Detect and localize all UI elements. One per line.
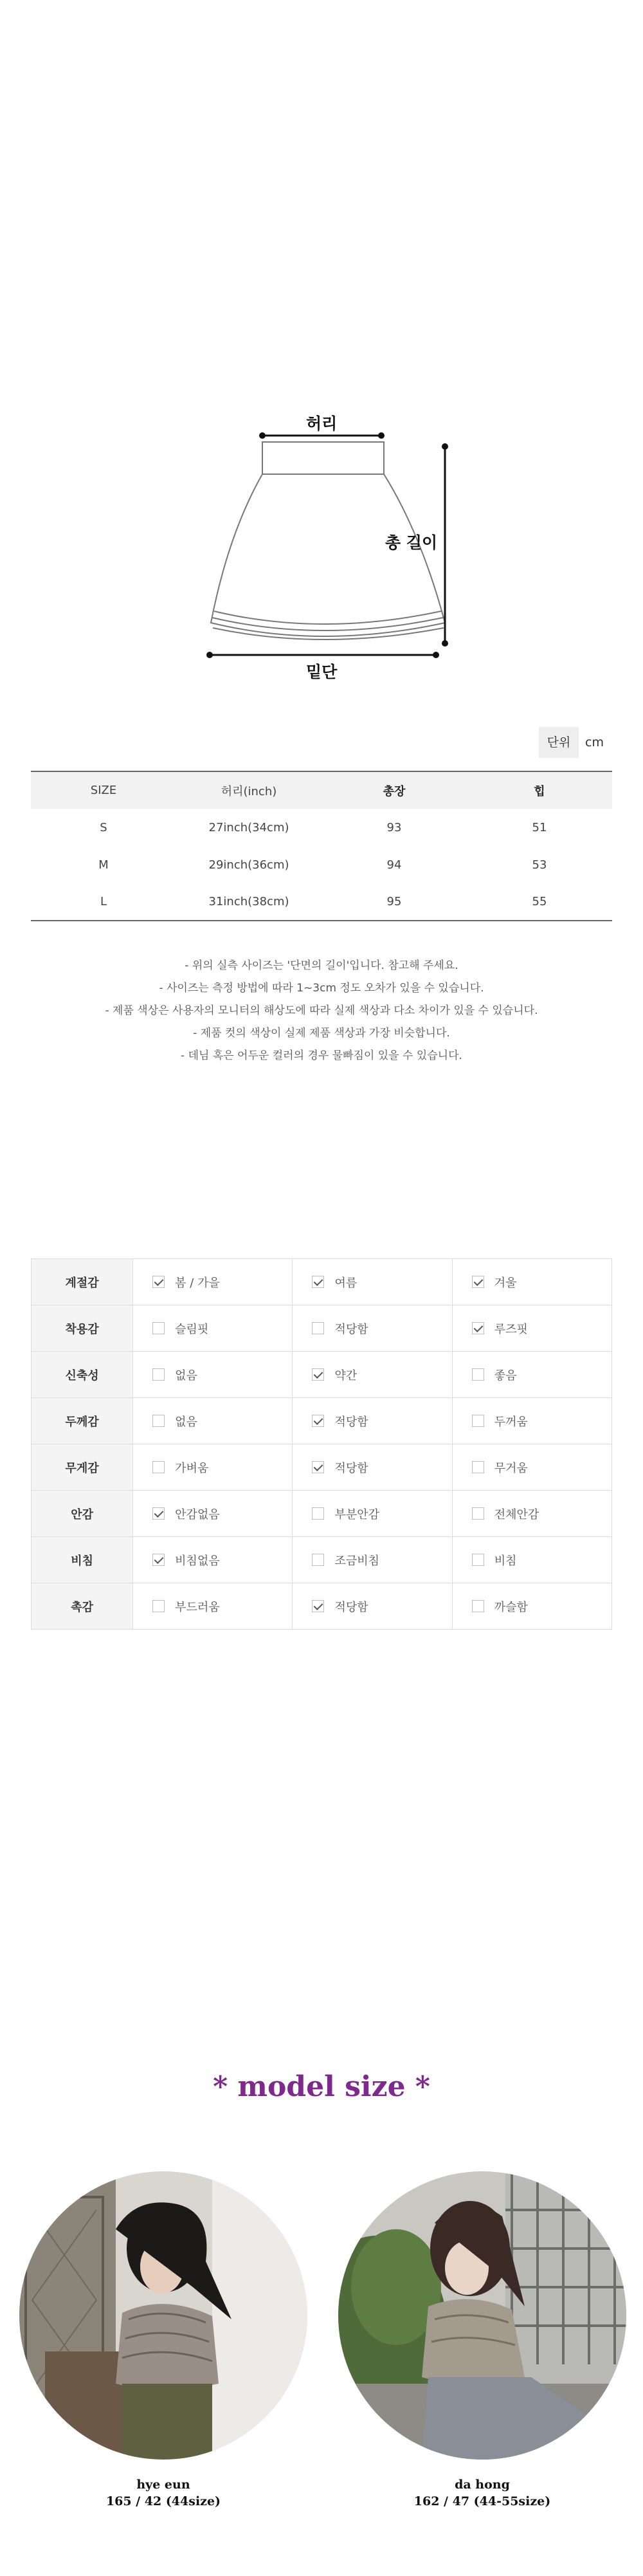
attribute-name: 비침 <box>32 1537 133 1583</box>
header-total-length: 총장 <box>322 771 467 809</box>
option-label: 부드러움 <box>175 1600 220 1614</box>
unit-label: 단위 <box>539 727 579 758</box>
table-row <box>31 809 612 846</box>
checkbox-icon <box>472 1276 484 1288</box>
attribute-option <box>293 1537 452 1583</box>
attribute-option <box>293 1259 452 1305</box>
checkbox-icon <box>152 1600 165 1612</box>
checkbox-icon <box>312 1600 324 1612</box>
cell-total-length: 95 <box>322 883 467 921</box>
option-label: 무거움 <box>494 1461 528 1475</box>
model-photo-da-hong <box>338 2171 626 2460</box>
attribute-name: 촉감 <box>32 1583 133 1630</box>
checkbox-icon <box>152 1322 165 1334</box>
option-label: 비침없음 <box>175 1554 220 1568</box>
cell-size: L <box>31 883 176 921</box>
length-label: 총 길이 <box>385 533 438 552</box>
option-label: 비침 <box>494 1554 517 1568</box>
attribute-option <box>133 1352 293 1398</box>
checkbox-icon <box>472 1507 484 1520</box>
option-label: 적당함 <box>334 1415 368 1429</box>
note-line: - 사이즈는 측정 방법에 따라 1~3cm 정도 오차가 있을 수 있습니다. <box>159 982 484 995</box>
option-label: 좋음 <box>494 1368 517 1383</box>
attribute-name: 무게감 <box>32 1444 133 1491</box>
checkbox-icon <box>152 1461 165 1473</box>
checkbox-icon <box>472 1322 484 1334</box>
note-line: - 제품 컷의 색상이 실제 제품 색상과 가장 비슷합니다. <box>193 1027 450 1040</box>
note-line: - 제품 색상은 사용자의 모니터의 해상도에 따라 실제 색상과 다소 차이가 있을 수 있습니다. <box>105 1004 538 1017</box>
checkbox-icon <box>312 1415 324 1427</box>
attribute-option <box>293 1444 452 1491</box>
option-label: 없음 <box>175 1415 197 1429</box>
attribute-option <box>133 1398 293 1444</box>
cell-total-length: 94 <box>386 858 402 872</box>
attribute-option <box>133 1537 293 1583</box>
cell-hip: 53 <box>532 858 547 872</box>
cell-size: M <box>98 858 109 872</box>
model-photo-hye-eun <box>19 2171 307 2460</box>
attribute-option <box>452 1305 611 1352</box>
attribute-option <box>452 1259 611 1305</box>
attribute-row-thickness <box>32 1398 612 1444</box>
hem-label: 밑단 <box>306 663 338 681</box>
attribute-option <box>452 1537 611 1583</box>
option-label: 적당함 <box>334 1600 368 1614</box>
unit-value: cm <box>585 735 604 750</box>
cell-waist: 31inch(38cm) <box>176 883 322 921</box>
checkbox-icon <box>152 1554 165 1566</box>
cell-total-length: 93 <box>386 820 402 834</box>
table-row <box>31 846 612 883</box>
checkbox-icon <box>312 1322 324 1334</box>
checkbox-icon <box>472 1415 484 1427</box>
table-row <box>31 883 612 921</box>
product-attribute-table <box>31 1258 612 1630</box>
attribute-name: 계절감 <box>32 1259 133 1305</box>
waistband-shape <box>262 442 384 474</box>
attribute-option <box>133 1259 293 1305</box>
cell-size: S <box>100 820 107 834</box>
skirt-measurement-diagram <box>0 0 643 708</box>
attribute-name: 착용감 <box>32 1305 133 1352</box>
option-label: 루즈핏 <box>494 1322 528 1336</box>
attribute-option <box>452 1444 611 1491</box>
attribute-row-season <box>32 1259 612 1305</box>
attribute-option <box>293 1305 452 1352</box>
checkbox-icon <box>152 1415 165 1427</box>
attribute-option <box>133 1305 293 1352</box>
option-label: 까슬함 <box>494 1600 528 1614</box>
waist-label: 허리 <box>306 414 338 433</box>
attribute-option <box>452 1491 611 1537</box>
attribute-option <box>133 1444 293 1491</box>
checkbox-icon <box>472 1461 484 1473</box>
model-spec: 162 / 47 (44-55size) <box>413 2494 551 2508</box>
checkbox-icon <box>312 1276 324 1288</box>
option-label: 안감없음 <box>175 1507 220 1522</box>
attribute-row-stretch <box>32 1352 612 1398</box>
checkbox-icon <box>152 1368 165 1381</box>
size-table-header <box>31 771 612 809</box>
checkbox-icon <box>312 1554 324 1566</box>
header-size: SIZE <box>31 771 176 809</box>
option-label: 없음 <box>175 1368 197 1383</box>
option-label: 봄 / 가을 <box>175 1276 220 1290</box>
attribute-row-weight <box>32 1444 612 1491</box>
attribute-name: 안감 <box>32 1491 133 1537</box>
checkbox-icon <box>472 1554 484 1566</box>
checkbox-icon <box>472 1368 484 1381</box>
note-line: - 데님 혹은 어두운 컬러의 경우 물빠짐이 있을 수 있습니다. <box>181 1049 462 1062</box>
attribute-option <box>452 1352 611 1398</box>
option-label: 겨울 <box>494 1276 517 1290</box>
attribute-name: 신축성 <box>32 1352 133 1398</box>
cell-hip: 51 <box>532 820 547 834</box>
model-spec: 165 / 42 (44size) <box>105 2494 221 2508</box>
attribute-option <box>133 1583 293 1630</box>
skirt-outline-drawing <box>0 0 643 708</box>
model-name: hye eun <box>136 2478 190 2492</box>
checkbox-icon <box>312 1461 324 1473</box>
model-name: da hong <box>455 2478 510 2492</box>
cell-waist: 29inch(36cm) <box>208 858 289 872</box>
checkbox-icon <box>312 1368 324 1381</box>
option-label: 두꺼움 <box>494 1415 528 1429</box>
option-label: 부분안감 <box>334 1507 379 1522</box>
attribute-option <box>452 1583 611 1630</box>
option-label: 슬림핏 <box>175 1322 209 1336</box>
attribute-option <box>293 1352 452 1398</box>
option-label: 적당함 <box>334 1322 368 1336</box>
attribute-name: 두께감 <box>32 1398 133 1444</box>
attribute-option <box>452 1398 611 1444</box>
checkbox-icon <box>472 1600 484 1612</box>
cell-waist: 27inch(34cm) <box>208 820 289 834</box>
option-label: 여름 <box>334 1276 358 1290</box>
cell-hip: 55 <box>467 883 612 921</box>
attribute-option <box>293 1583 452 1630</box>
attribute-option <box>293 1491 452 1537</box>
attribute-row-sheerness <box>32 1537 612 1583</box>
checkbox-icon <box>152 1276 165 1288</box>
note-line: - 위의 실측 사이즈는 '단면의 길이'입니다. 참고해 주세요. <box>185 959 458 972</box>
size-notes <box>0 955 643 1067</box>
option-label: 조금비침 <box>334 1554 379 1568</box>
option-label: 전체안감 <box>494 1507 539 1522</box>
checkbox-icon <box>312 1507 324 1520</box>
option-label: 적당함 <box>334 1461 368 1475</box>
header-hip: 힙 <box>467 771 612 809</box>
option-label: 가벼움 <box>175 1461 209 1475</box>
attribute-row-fit <box>32 1305 612 1352</box>
option-label: 약간 <box>334 1368 358 1383</box>
attribute-option <box>293 1398 452 1444</box>
header-waist: 허리(inch) <box>176 771 322 809</box>
model-size-title: * model size * <box>213 2070 430 2103</box>
attribute-row-lining <box>32 1491 612 1537</box>
checkbox-icon <box>152 1507 165 1520</box>
attribute-row-texture <box>32 1583 612 1630</box>
attribute-option <box>133 1491 293 1537</box>
skirt-body-shape <box>211 474 445 636</box>
size-table <box>31 771 612 921</box>
